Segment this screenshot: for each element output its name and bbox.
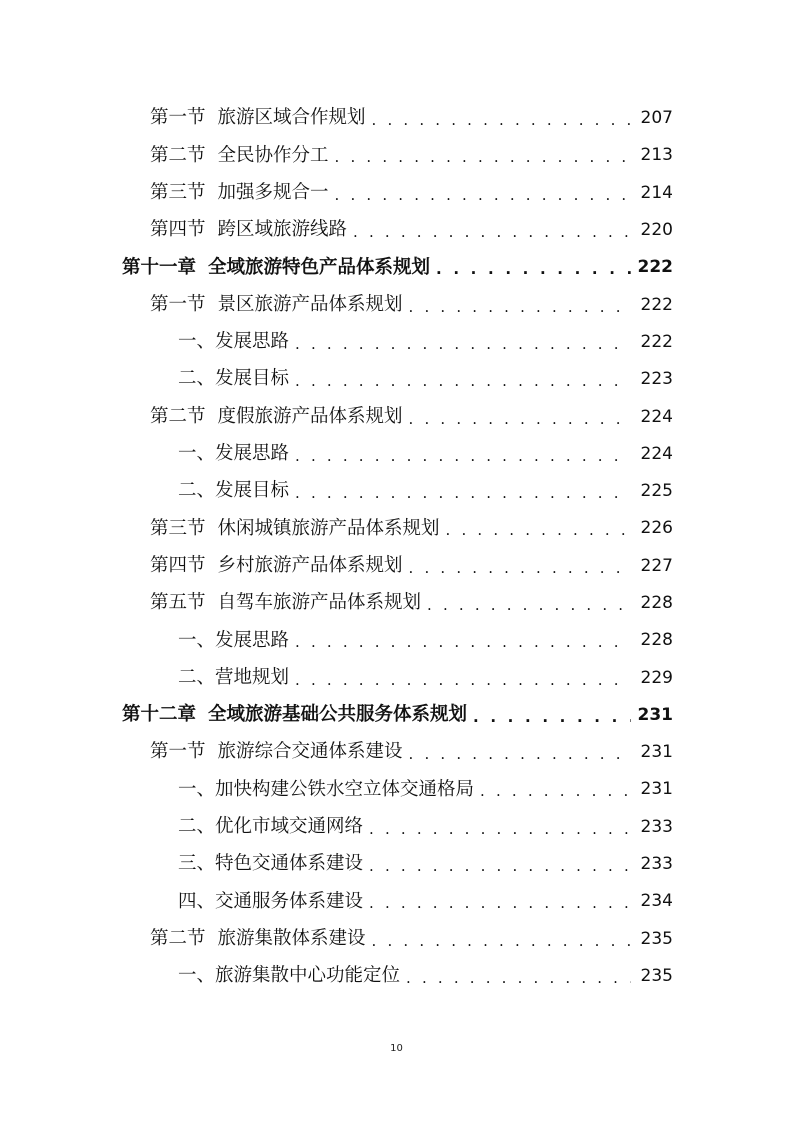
toc-entry-page: 222: [640, 331, 673, 352]
toc-section-entry[interactable]: [0, 286, 793, 323]
toc-section-entry[interactable]: [0, 100, 793, 137]
toc-entry-page: 213: [640, 145, 673, 166]
toc-dot-leader: [335, 188, 631, 203]
toc-subsection-entry[interactable]: [0, 958, 793, 995]
toc-entry-page: 224: [640, 406, 673, 427]
toc-dot-leader: [372, 113, 631, 128]
toc-dot-leader: [295, 374, 631, 389]
toc-entry-page: 235: [640, 965, 673, 986]
toc-entry-page: 231: [637, 704, 673, 725]
toc-dot-leader: [295, 449, 631, 464]
toc-entry-page: 207: [640, 108, 673, 129]
toc-entry-title: [178, 967, 400, 986]
toc-entry-page: 222: [637, 257, 673, 278]
toc-entry-title: [150, 927, 366, 949]
toc-entry-text: 一、发展思路: [178, 331, 290, 353]
toc-dot-leader: [295, 486, 631, 501]
toc-entry-number: 第五节: [150, 592, 206, 614]
toc-subsection-entry[interactable]: [0, 361, 793, 398]
toc-entry-title: [178, 666, 290, 688]
toc-dot-leader: [369, 822, 631, 837]
toc-entry-text: 乡村旅游产品体系规划: [217, 554, 403, 576]
toc-entry-text: 旅游集散体系建设: [217, 927, 366, 949]
toc-entry-page: 229: [640, 667, 673, 688]
toc-entry-page: 220: [640, 220, 673, 241]
toc-entry-title: [178, 445, 289, 464]
toc-entry-title: [178, 855, 363, 874]
toc-section-entry[interactable]: [0, 137, 793, 174]
toc-dot-leader: [409, 412, 631, 427]
toc-dot-leader: [372, 934, 631, 949]
page-number: 10: [390, 1043, 403, 1054]
toc-dot-leader: [427, 598, 631, 613]
toc-entry-page: 226: [640, 518, 673, 539]
toc-entry-text: 二、营地规划: [178, 666, 290, 688]
toc-section-entry[interactable]: [0, 585, 793, 622]
toc-chapter-entry[interactable]: [0, 697, 793, 734]
toc-entry-text: 旅游区域合作规划: [217, 107, 366, 129]
toc-entry-text: 跨区域旅游线路: [217, 219, 348, 241]
toc-entry-title: [178, 778, 475, 800]
toc-entry-number: 第一节: [150, 107, 206, 129]
toc-entry-title: [150, 293, 403, 315]
toc-dot-leader: [409, 747, 631, 762]
toc-entry-title: [150, 181, 329, 203]
toc-entry-text: 二、发展目标: [178, 480, 290, 502]
toc-entry-title: [122, 706, 467, 725]
toc-subsection-entry[interactable]: [0, 622, 793, 659]
toc-chapter-entry[interactable]: [0, 249, 793, 286]
toc-dot-leader: [480, 784, 631, 799]
toc-entry-number: 第四节: [150, 554, 206, 576]
toc-entry-title: [150, 594, 421, 613]
toc-dot-leader: [406, 971, 631, 986]
toc-subsection-entry[interactable]: [0, 324, 793, 361]
toc-section-entry[interactable]: [0, 212, 793, 249]
toc-entry-page: 231: [640, 742, 673, 763]
toc-entry-page: 228: [640, 593, 673, 613]
toc-entry-number: 第十二章: [122, 704, 197, 726]
toc-dot-leader: [369, 896, 631, 911]
toc-entry-text: 全民协作分工: [217, 144, 329, 166]
toc-dot-leader: [446, 523, 631, 538]
toc-entry-number: 第一节: [150, 741, 206, 763]
toc-entry-text: 全域旅游基础公共服务体系规划: [208, 704, 468, 726]
toc-entry-page: 233: [640, 816, 673, 837]
toc-dot-leader: [295, 635, 631, 650]
toc-subsection-entry[interactable]: [0, 436, 793, 473]
toc-entry-number: 第三节: [150, 181, 206, 203]
toc-entry-number: 第二节: [150, 144, 206, 166]
toc-entry-page: 234: [640, 891, 673, 912]
toc-section-entry[interactable]: [0, 510, 793, 547]
toc-entry-number: 第二节: [150, 405, 206, 427]
toc-entry-text: 景区旅游产品体系规划: [217, 293, 403, 315]
toc-dot-leader: [353, 225, 631, 240]
toc-entry-title: [150, 144, 329, 166]
toc-entry-number: 第四节: [150, 219, 206, 241]
toc-entry-page: 231: [640, 779, 673, 800]
toc-entry-page: 228: [640, 630, 673, 651]
toc-entry-text: 四、交通服务体系建设: [178, 890, 364, 912]
toc-entry-title: [178, 629, 290, 651]
toc-entry-title: [178, 482, 289, 501]
toc-entry-title: [122, 256, 431, 278]
toc-entry-title: [150, 405, 403, 427]
toc-entry-title: [178, 333, 289, 352]
toc-entry-text: 一、旅游集散中心功能定位: [178, 965, 401, 987]
toc-entry-text: 自驾车旅游产品体系规划: [217, 592, 422, 614]
toc-entry-title: [150, 743, 403, 762]
toc-section-entry[interactable]: [0, 734, 793, 771]
toc-entry-title: [178, 370, 289, 389]
toc-entry-text: 休闲城镇旅游产品体系规划: [217, 517, 440, 539]
toc-section-entry[interactable]: [0, 175, 793, 212]
toc-entry-text: 一、发展思路: [178, 629, 290, 651]
toc-entry-text: 三、特色交通体系建设: [178, 853, 364, 875]
toc-entry-page: 223: [640, 369, 673, 390]
toc-entry-number: 第一节: [150, 293, 206, 315]
toc-dot-leader: [409, 300, 631, 315]
toc-entry-title: [178, 818, 363, 837]
toc-entry-title: [150, 109, 366, 128]
toc-entry-title: [150, 517, 440, 539]
toc-entry-text: 旅游综合交通体系建设: [217, 741, 403, 763]
toc-dot-leader: [436, 262, 631, 277]
toc-entry-page: 224: [640, 443, 673, 464]
toc-entry-text: 加强多规合一: [217, 181, 329, 203]
toc-subsection-entry[interactable]: [0, 473, 793, 510]
toc-entry-page: 233: [640, 854, 673, 875]
toc-section-entry[interactable]: [0, 921, 793, 958]
toc-entry-page: 227: [640, 555, 673, 576]
toc-entry-text: 全域旅游特色产品体系规划: [208, 256, 431, 278]
toc-subsection-entry[interactable]: [0, 659, 793, 696]
toc-entry-text: 一、发展思路: [178, 443, 290, 465]
toc-entry-number: 第三节: [150, 517, 206, 539]
toc-entry-title: [178, 890, 364, 912]
toc-entry-title: [150, 221, 347, 240]
toc-entry-text: 二、优化市域交通网络: [178, 816, 364, 838]
table-of-contents: [0, 100, 793, 995]
toc-dot-leader: [473, 710, 631, 725]
toc-entry-text: 一、加快构建公铁水空立体交通格局: [178, 778, 475, 800]
toc-entry-title: [150, 554, 403, 576]
toc-subsection-entry[interactable]: [0, 809, 793, 846]
toc-entry-page: 225: [640, 481, 673, 502]
toc-dot-leader: [295, 337, 631, 352]
toc-subsection-entry[interactable]: [0, 883, 793, 920]
toc-section-entry[interactable]: [0, 398, 793, 435]
toc-subsection-entry[interactable]: [0, 771, 793, 808]
toc-entry-page: 235: [640, 928, 673, 949]
toc-entry-text: 二、发展目标: [178, 368, 290, 390]
toc-entry-number: 第十一章: [122, 256, 197, 278]
toc-entry-number: 第二节: [150, 927, 206, 949]
toc-entry-text: 度假旅游产品体系规划: [217, 405, 403, 427]
toc-dot-leader: [369, 859, 631, 874]
toc-subsection-entry[interactable]: [0, 846, 793, 883]
toc-dot-leader: [409, 561, 631, 576]
toc-dot-leader: [335, 150, 631, 165]
toc-entry-page: 214: [640, 182, 673, 203]
toc-entry-page: 222: [640, 294, 673, 315]
toc-dot-leader: [295, 673, 631, 688]
toc-section-entry[interactable]: [0, 548, 793, 585]
